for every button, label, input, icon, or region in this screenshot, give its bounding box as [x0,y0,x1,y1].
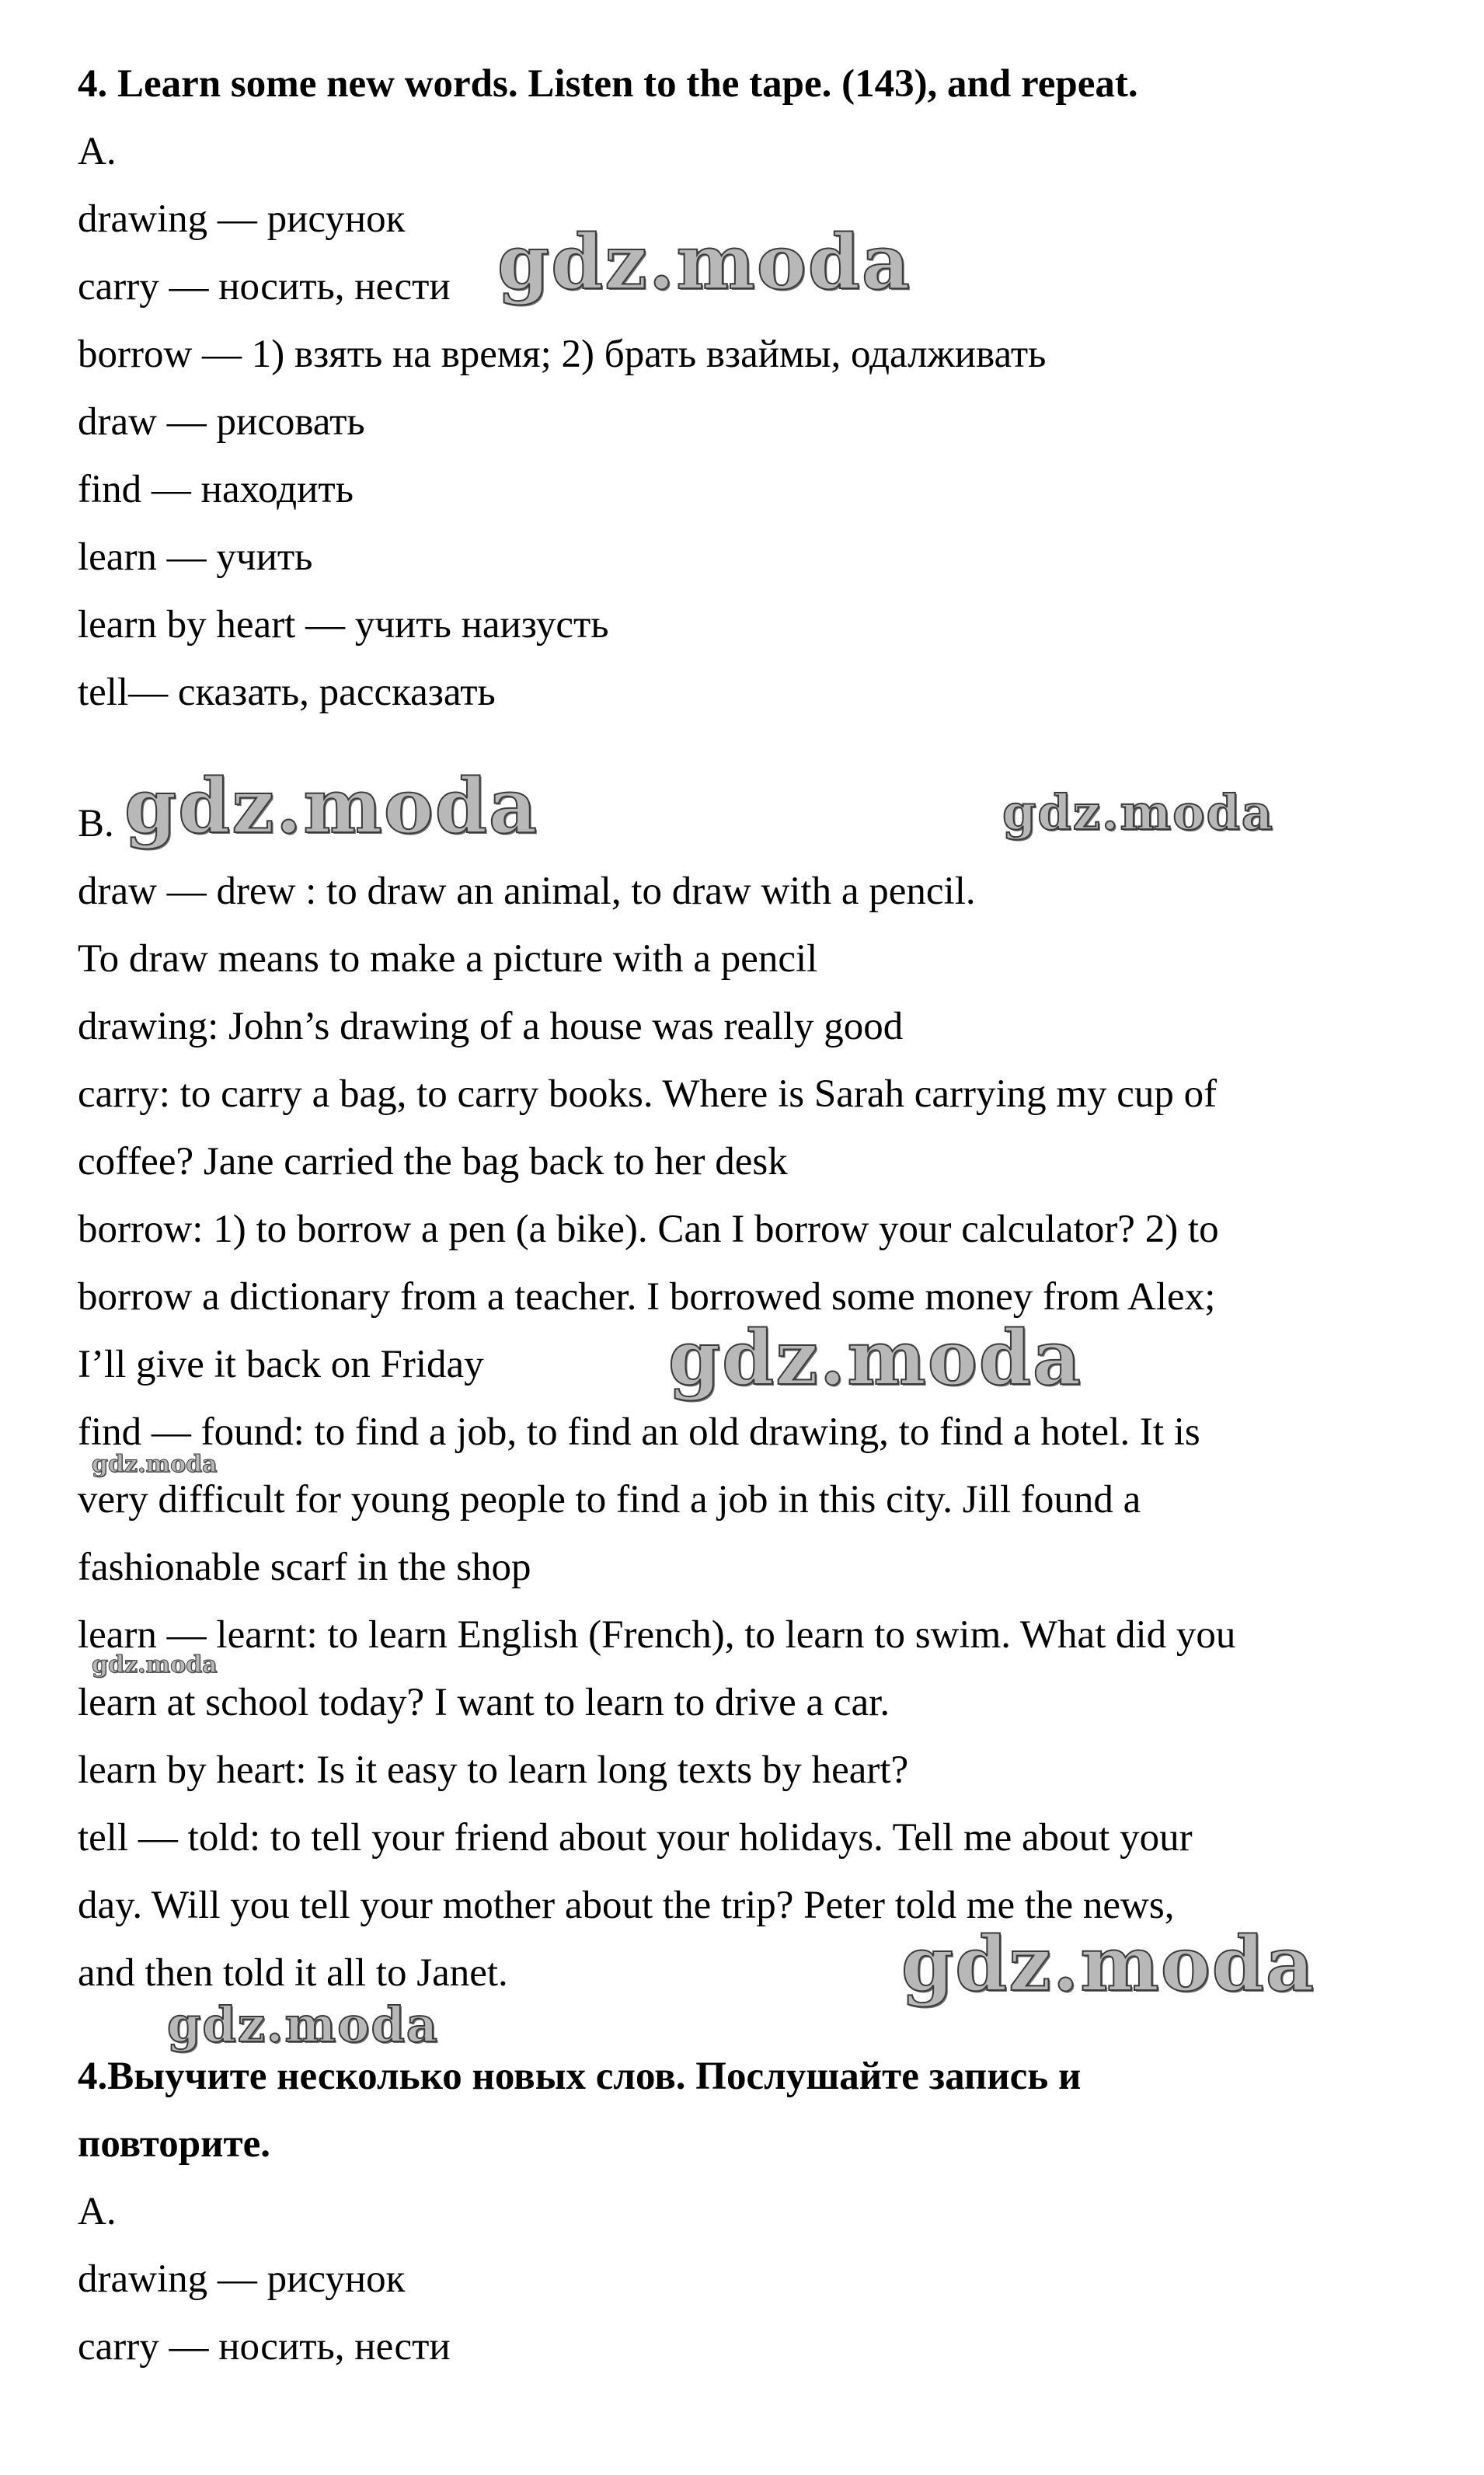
example-line: day. Will you tell your mother about the trip? Peter told me the news, [78,1884,1175,1927]
example-line: borrow a dictionary from a teacher. I borrowed some money from Alex; [78,1275,1216,1319]
vocab-item: find — находить [78,468,354,511]
vocab-item: drawing — рисунок [78,197,406,241]
exercise-heading-ru: 4.Выучите несколько новых слов. Послушайте запись и [78,2055,1082,2098]
vocab-item: draw — рисовать [78,400,365,444]
example-line: draw — drew : to draw an animal, to draw with a pencil. [78,870,976,913]
part-a-label-ru: A. [78,2190,117,2233]
example-line: very difficult for young people to find a job in this city. Jill found a [78,1478,1141,1522]
example-line: learn at school today? I want to learn to drive a car. [78,1681,890,1724]
example-line: To draw means to make a picture with a pencil [78,937,818,981]
vocab-item: learn — учить [78,535,313,579]
watermark-logo: gdz.moda [124,762,539,850]
vocab-item-ru: drawing — рисунок [78,2257,406,2301]
exercise-heading: 4. Learn some new words. Listen to the tape. (143), and repeat. [78,62,1138,106]
vocab-item: tell— сказать, рассказать [78,671,496,714]
watermark-logo: gdz.moda [92,1651,218,1678]
example-line: fashionable scarf in the shop [78,1546,531,1589]
example-line: borrow: 1) to borrow a pen (a bike). Can I borrow your calculator? 2) to [78,1208,1219,1251]
vocab-item: learn by heart — учить наизусть [78,603,609,647]
example-line: I’ll give it back on Friday [78,1343,484,1386]
exercise-heading-ru-cont: повторите. [78,2122,270,2166]
watermark-logo: gdz.moda [92,1451,218,1478]
watermark-logo: gdz.moda [668,1314,1083,1402]
watermark-logo: gdz.moda [497,218,912,306]
example-line: coffee? Jane carried the bag back to her desk [78,1140,788,1183]
example-line: find — found: to find a job, to find an old drawing, to find a hotel. It is [78,1410,1200,1454]
vocab-item-ru: carry — носить, нести [78,2325,451,2369]
example-line: learn by heart: Is it easy to learn long texts by heart? [78,1748,909,1792]
example-line: tell — told: to tell your friend about your holidays. Tell me about your [78,1816,1193,1860]
watermark-logo: gdz.moda [167,1996,439,2053]
part-a-label: A. [78,130,117,173]
vocab-item: carry — носить, нести [78,265,451,309]
watermark-logo: gdz.moda [901,1920,1316,2008]
example-line: and then told it all to Janet. [78,1951,508,1995]
example-line: carry: to carry a bag, to carry books. Where is Sarah carrying my cup of [78,1072,1218,1116]
part-b-label: B. [78,802,114,845]
watermark-logo: gdz.moda [1002,784,1274,841]
example-line: drawing: John’s drawing of a house was really good [78,1005,904,1048]
vocab-item: borrow — 1) взять на время; 2) брать взаймы, одалживать [78,333,1047,376]
example-line: learn — learnt: to learn English (French), to learn to swim. What did you [78,1613,1236,1657]
